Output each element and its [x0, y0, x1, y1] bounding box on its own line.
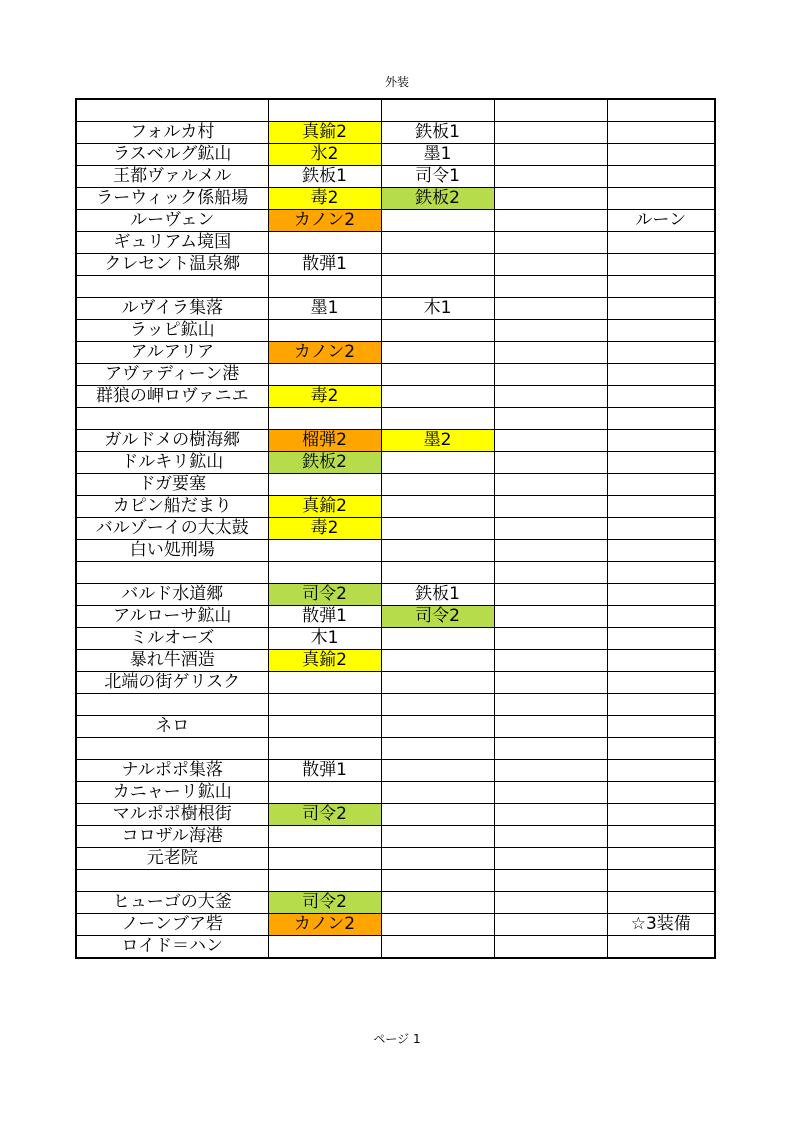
table-cell[interactable]: [268, 936, 381, 959]
table-row: [76, 870, 715, 892]
table-cell[interactable]: [494, 518, 607, 540]
table-row: [76, 166, 715, 188]
table-cell[interactable]: [494, 672, 607, 694]
table-row: [76, 760, 715, 782]
table-cell[interactable]: [607, 364, 715, 386]
location-cell[interactable]: バルゾーイの大太鼓: [76, 518, 268, 540]
table-cell[interactable]: [607, 430, 715, 452]
table-row: [76, 452, 715, 474]
table-cell[interactable]: [268, 826, 381, 848]
location-cell[interactable]: 王都ヴァルメル: [76, 166, 268, 188]
location-cell[interactable]: 暴れ牛酒造: [76, 650, 268, 672]
table-cell[interactable]: 氷2: [268, 144, 381, 166]
table-cell[interactable]: [381, 672, 494, 694]
table-cell[interactable]: 鉄板2: [381, 188, 494, 210]
table-row: [76, 606, 715, 628]
table-cell[interactable]: [607, 122, 715, 144]
table-cell[interactable]: [494, 254, 607, 276]
table-cell[interactable]: 司令1: [381, 166, 494, 188]
page-footer: ページ 1: [373, 1032, 421, 1046]
location-cell[interactable]: ヒューゴの大釜: [76, 892, 268, 914]
table-row: [76, 144, 715, 166]
table-cell[interactable]: [607, 606, 715, 628]
table-row: [76, 738, 715, 760]
table-cell[interactable]: [494, 298, 607, 320]
table-cell[interactable]: [607, 254, 715, 276]
location-cell[interactable]: クレセント温泉郷: [76, 254, 268, 276]
table-cell[interactable]: 鉄板1: [268, 166, 381, 188]
location-cell[interactable]: アルアリア: [76, 342, 268, 364]
table-cell[interactable]: [607, 672, 715, 694]
table-cell[interactable]: [494, 540, 607, 562]
table-cell[interactable]: [381, 518, 494, 540]
table-cell[interactable]: [494, 562, 607, 584]
location-cell[interactable]: アヴァディーン港: [76, 364, 268, 386]
table-cell[interactable]: [268, 694, 381, 716]
table-row: [76, 408, 715, 430]
table-cell[interactable]: 真鍮2: [268, 496, 381, 518]
table-row: [76, 298, 715, 320]
table-cell[interactable]: [381, 474, 494, 496]
table-cell[interactable]: [494, 452, 607, 474]
table-cell[interactable]: [381, 276, 494, 298]
location-cell[interactable]: ガルドメの樹海郷: [76, 430, 268, 452]
table-cell[interactable]: [494, 892, 607, 914]
location-cell[interactable]: ナルポポ集落: [76, 760, 268, 782]
table-cell[interactable]: [381, 848, 494, 870]
table-cell[interactable]: [381, 694, 494, 716]
table-cell[interactable]: 榴弾2: [268, 430, 381, 452]
location-cell[interactable]: ドガ要塞: [76, 474, 268, 496]
table-cell[interactable]: [607, 144, 715, 166]
location-cell[interactable]: ミルオーズ: [76, 628, 268, 650]
location-cell[interactable]: ネロ: [76, 716, 268, 738]
table-cell[interactable]: [381, 386, 494, 408]
table-cell[interactable]: [494, 782, 607, 804]
table-cell[interactable]: [607, 804, 715, 826]
table-cell[interactable]: [607, 694, 715, 716]
table-row: [76, 364, 715, 386]
table-cell[interactable]: [607, 496, 715, 518]
table-row: [76, 562, 715, 584]
table-row: [76, 804, 715, 826]
table-row: [76, 474, 715, 496]
table-row: [76, 826, 715, 848]
table-cell[interactable]: [607, 584, 715, 606]
table-cell[interactable]: [494, 386, 607, 408]
table-cell[interactable]: [494, 342, 607, 364]
table-cell[interactable]: [494, 760, 607, 782]
location-cell[interactable]: ラスベルグ鉱山: [76, 144, 268, 166]
table-cell[interactable]: [268, 738, 381, 760]
location-cell[interactable]: ラッピ鉱山: [76, 320, 268, 342]
table-cell[interactable]: ☆3装備: [607, 914, 715, 936]
location-cell[interactable]: [76, 870, 268, 892]
table-cell[interactable]: [607, 386, 715, 408]
table-cell[interactable]: [268, 408, 381, 430]
table-cell[interactable]: [607, 232, 715, 254]
table-cell[interactable]: [607, 760, 715, 782]
location-cell[interactable]: [76, 694, 268, 716]
table-cell[interactable]: [494, 804, 607, 826]
table-cell[interactable]: 散弾1: [268, 760, 381, 782]
table-cell[interactable]: [381, 936, 494, 959]
table-cell[interactable]: [494, 650, 607, 672]
table-cell[interactable]: [494, 99, 607, 122]
table-cell[interactable]: [381, 760, 494, 782]
table-cell[interactable]: 木1: [268, 628, 381, 650]
table-row: [76, 716, 715, 738]
table-cell[interactable]: 鉄板1: [381, 122, 494, 144]
location-cell[interactable]: 北端の街ゲリスク: [76, 672, 268, 694]
table-cell[interactable]: [381, 342, 494, 364]
table-cell[interactable]: [381, 364, 494, 386]
table-cell[interactable]: [607, 562, 715, 584]
table-row: [76, 848, 715, 870]
table-cell[interactable]: 墨1: [381, 144, 494, 166]
location-cell[interactable]: カニャーリ鉱山: [76, 782, 268, 804]
table-row: [76, 210, 715, 232]
table-cell[interactable]: [607, 826, 715, 848]
table-cell[interactable]: 司令2: [381, 606, 494, 628]
table-cell[interactable]: 墨2: [381, 430, 494, 452]
location-cell[interactable]: アルローサ鉱山: [76, 606, 268, 628]
location-cell[interactable]: ドルキリ鉱山: [76, 452, 268, 474]
table-row: [76, 628, 715, 650]
table-cell[interactable]: [268, 782, 381, 804]
table-cell[interactable]: [268, 672, 381, 694]
table-cell[interactable]: [607, 628, 715, 650]
table-row: [76, 342, 715, 364]
table-cell[interactable]: [494, 144, 607, 166]
location-cell[interactable]: 元老院: [76, 848, 268, 870]
table-cell[interactable]: [607, 408, 715, 430]
table-row: [76, 584, 715, 606]
table-cell[interactable]: [607, 650, 715, 672]
table-cell[interactable]: [381, 99, 494, 122]
table-cell[interactable]: [381, 540, 494, 562]
table-cell[interactable]: [607, 342, 715, 364]
table-cell[interactable]: [381, 408, 494, 430]
table-cell[interactable]: [494, 408, 607, 430]
table-cell[interactable]: [494, 716, 607, 738]
spreadsheet-table: [75, 98, 716, 959]
table-cell[interactable]: [381, 716, 494, 738]
table-row: [76, 386, 715, 408]
location-cell[interactable]: [76, 738, 268, 760]
table-cell[interactable]: [381, 320, 494, 342]
table-cell[interactable]: [607, 276, 715, 298]
location-cell[interactable]: ノーンブア砦: [76, 914, 268, 936]
table-cell[interactable]: [494, 936, 607, 959]
page-header: 外装: [384, 75, 409, 89]
table-cell[interactable]: [607, 474, 715, 496]
table-row: [76, 540, 715, 562]
table-cell[interactable]: 毒2: [268, 188, 381, 210]
table-cell[interactable]: [268, 848, 381, 870]
table-cell[interactable]: [494, 870, 607, 892]
table-cell[interactable]: [494, 606, 607, 628]
table-cell[interactable]: [494, 848, 607, 870]
location-cell[interactable]: ロイド＝ハン: [76, 936, 268, 959]
table-row: [76, 672, 715, 694]
table-cell[interactable]: カノン2: [268, 210, 381, 232]
table-cell[interactable]: カノン2: [268, 342, 381, 364]
table-cell[interactable]: [381, 782, 494, 804]
location-cell[interactable]: カピン船だまり: [76, 496, 268, 518]
table-cell[interactable]: [268, 364, 381, 386]
table-cell[interactable]: [494, 826, 607, 848]
table-row: [76, 782, 715, 804]
table-cell[interactable]: [607, 518, 715, 540]
table-cell[interactable]: [381, 628, 494, 650]
table-cell[interactable]: [494, 496, 607, 518]
table-cell[interactable]: [268, 276, 381, 298]
table-cell[interactable]: [607, 298, 715, 320]
table-row: [76, 936, 715, 959]
location-cell[interactable]: マルポポ樹根街: [76, 804, 268, 826]
table-cell[interactable]: [607, 782, 715, 804]
table-row: [76, 276, 715, 298]
table-cell[interactable]: [268, 716, 381, 738]
table-cell[interactable]: カノン2: [268, 914, 381, 936]
table-cell[interactable]: 木1: [381, 298, 494, 320]
table-cell[interactable]: [494, 122, 607, 144]
table-cell[interactable]: [607, 738, 715, 760]
table-cell[interactable]: [381, 562, 494, 584]
table-cell[interactable]: 毒2: [268, 386, 381, 408]
location-cell[interactable]: ルーヴェン: [76, 210, 268, 232]
table-cell[interactable]: [381, 650, 494, 672]
table-row: [76, 518, 715, 540]
table-row: [76, 496, 715, 518]
table-cell[interactable]: [494, 210, 607, 232]
table-cell[interactable]: [381, 452, 494, 474]
table-cell[interactable]: 真鍮2: [268, 650, 381, 672]
table-cell[interactable]: 司令2: [268, 584, 381, 606]
table-cell[interactable]: [268, 320, 381, 342]
table-cell[interactable]: [607, 848, 715, 870]
table-cell[interactable]: [607, 936, 715, 959]
location-cell[interactable]: バルド水道郷: [76, 584, 268, 606]
table-cell[interactable]: [494, 474, 607, 496]
table-row: [76, 188, 715, 210]
table-cell[interactable]: 散弾1: [268, 606, 381, 628]
table-body: [76, 99, 715, 958]
table-cell[interactable]: [381, 892, 494, 914]
table-cell[interactable]: 真鍮2: [268, 122, 381, 144]
table-cell[interactable]: [494, 232, 607, 254]
table-cell[interactable]: [494, 364, 607, 386]
table-cell[interactable]: [607, 188, 715, 210]
table-cell[interactable]: [268, 474, 381, 496]
location-cell[interactable]: 白い処刑場: [76, 540, 268, 562]
table-cell[interactable]: [494, 276, 607, 298]
table-row: [76, 694, 715, 716]
location-cell[interactable]: ルヴイラ集落: [76, 298, 268, 320]
table-row: [76, 122, 715, 144]
table-row: [76, 254, 715, 276]
table-cell[interactable]: [494, 188, 607, 210]
table-cell[interactable]: [381, 210, 494, 232]
table-cell[interactable]: [381, 804, 494, 826]
table-cell[interactable]: 墨1: [268, 298, 381, 320]
table-cell[interactable]: [607, 716, 715, 738]
table-cell[interactable]: 鉄板1: [381, 584, 494, 606]
table-cell[interactable]: [381, 496, 494, 518]
table-cell[interactable]: 司令2: [268, 804, 381, 826]
table-cell[interactable]: [607, 166, 715, 188]
table-cell[interactable]: 散弾1: [268, 254, 381, 276]
table-cell[interactable]: 司令2: [268, 892, 381, 914]
table-cell[interactable]: [268, 232, 381, 254]
table-row: [76, 99, 715, 122]
table-cell[interactable]: 鉄板2: [268, 452, 381, 474]
table-row: [76, 892, 715, 914]
table-cell[interactable]: [607, 452, 715, 474]
table-cell[interactable]: 毒2: [268, 518, 381, 540]
table-row: [76, 650, 715, 672]
table-row: [76, 232, 715, 254]
table-cell[interactable]: ルーン: [607, 210, 715, 232]
table-cell[interactable]: [268, 562, 381, 584]
location-cell[interactable]: ラーウィック係船場: [76, 188, 268, 210]
location-cell[interactable]: ギュリアム境国: [76, 232, 268, 254]
table-cell[interactable]: [381, 254, 494, 276]
table-cell[interactable]: [494, 166, 607, 188]
table-cell[interactable]: [494, 584, 607, 606]
table-cell[interactable]: [268, 870, 381, 892]
table-cell[interactable]: [381, 738, 494, 760]
table-cell[interactable]: [494, 738, 607, 760]
table-cell[interactable]: [494, 320, 607, 342]
table-cell[interactable]: [381, 232, 494, 254]
table-cell[interactable]: [381, 914, 494, 936]
table-cell[interactable]: [607, 870, 715, 892]
location-cell[interactable]: [76, 276, 268, 298]
table-row: [76, 320, 715, 342]
table-cell[interactable]: [607, 320, 715, 342]
location-cell[interactable]: [76, 562, 268, 584]
table-cell[interactable]: [381, 870, 494, 892]
table-cell[interactable]: [381, 826, 494, 848]
location-cell[interactable]: [76, 99, 268, 122]
table-cell[interactable]: [494, 694, 607, 716]
table-row: [76, 914, 715, 936]
table-cell[interactable]: [607, 99, 715, 122]
location-cell[interactable]: [76, 408, 268, 430]
table-cell[interactable]: [607, 540, 715, 562]
table-cell[interactable]: [607, 892, 715, 914]
table-cell[interactable]: [268, 540, 381, 562]
location-cell[interactable]: コロザル海港: [76, 826, 268, 848]
table-cell[interactable]: [494, 430, 607, 452]
table-cell[interactable]: [494, 914, 607, 936]
table-cell[interactable]: [268, 99, 381, 122]
table-row: [76, 430, 715, 452]
table-cell[interactable]: [494, 628, 607, 650]
location-cell[interactable]: フォルカ村: [76, 122, 268, 144]
location-cell[interactable]: 群狼の岬ロヴァニエ: [76, 386, 268, 408]
